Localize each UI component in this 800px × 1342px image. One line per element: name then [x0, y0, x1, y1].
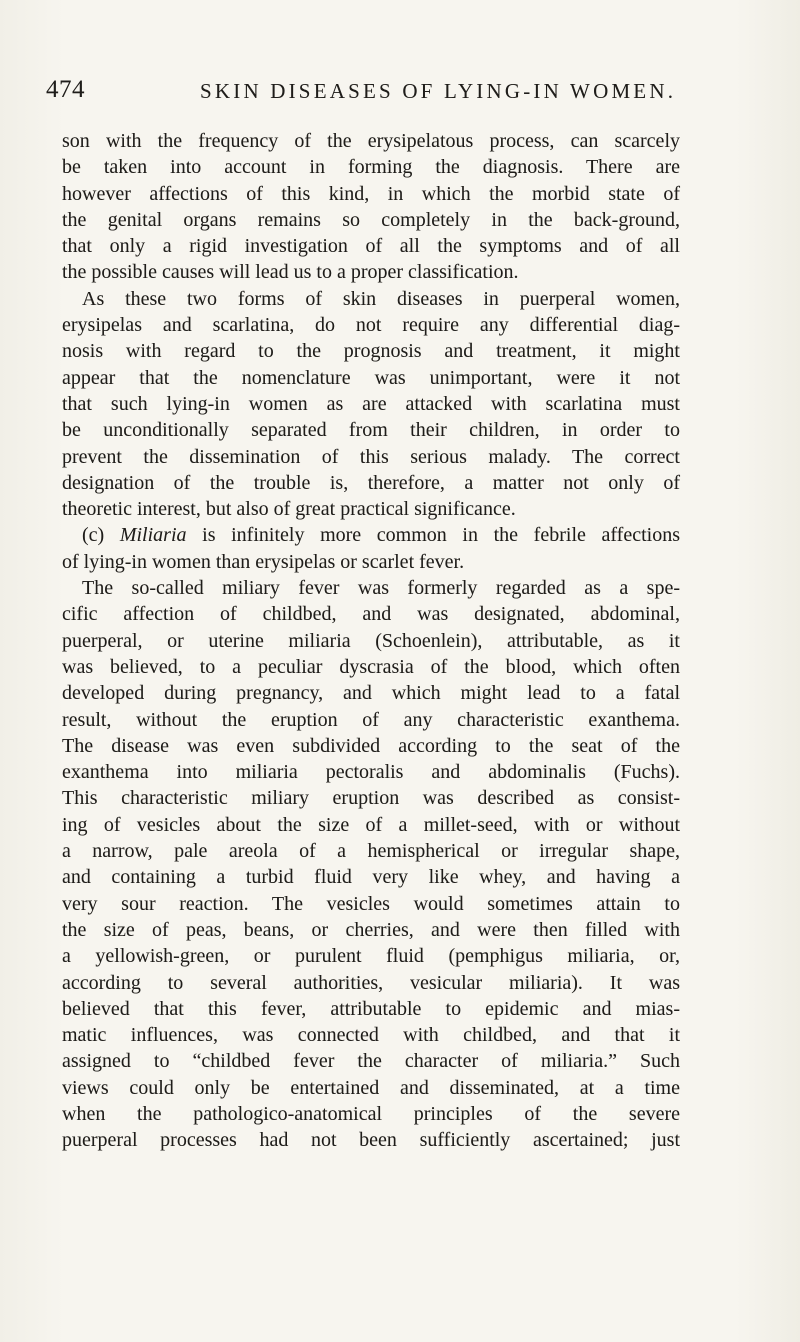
text-line: views could only be entertained and disseminated, at a time — [62, 1076, 680, 1099]
body-text — [62, 128, 680, 1154]
text-line: The disease was even subdivided according to the seat of the — [62, 734, 680, 757]
text-line: the possible causes will lead us to a proper classification. — [62, 261, 519, 284]
text-line: prevent the dissemination of this serious malady. The correct — [62, 445, 680, 468]
text-line: son with the frequency of the erysipelatous process, can scarcely — [62, 130, 680, 152]
text-line: a yellowish-green, or purulent fluid (pemphigus miliaria, or, — [62, 945, 680, 968]
text-line: theoretic interest, but also of great practical significance. — [62, 498, 516, 521]
text-line: developed during pregnancy, and which might lead to a fatal — [62, 682, 680, 705]
section-first-line-rest: is infinitely more common in the febrile affections — [186, 524, 680, 547]
text-line: the genital organs remains so completely in the back-ground, — [62, 208, 680, 231]
text-line: ing of vesicles about the size of a millet-seed, with or without — [62, 813, 680, 836]
text-line: cific affection of childbed, and was designated, abdominal, — [62, 603, 680, 626]
text-line: designation of the trouble is, therefore, a matter not only of — [62, 471, 680, 494]
text-line: be taken into account in forming the diagnosis. There are — [62, 156, 680, 179]
text-line: puerperal processes had not been sufficiently ascertained; just — [62, 1129, 680, 1152]
text-line: be unconditionally separated from their children, in order to — [62, 419, 680, 442]
text-line: matic influences, was connected with childbed, and that it — [62, 1024, 680, 1047]
text-line: The so-called miliary fever was formerly regarded as a spe- — [82, 577, 680, 600]
text-line: appear that the nomenclature was unimportant, were it not — [62, 366, 680, 389]
text-line: exanthema into miliaria pectoralis and abdominalis (Fuchs). — [62, 761, 680, 784]
text-line: puerperal, or uterine miliaria (Schoenlein), attributable, as it — [62, 629, 680, 652]
text-line: assigned to “childbed fever the character of miliaria.” Such — [62, 1050, 680, 1073]
text-line: the size of peas, beans, or cherries, and were then filled with — [62, 918, 680, 941]
text-line: nosis with regard to the prognosis and treatment, it might — [62, 340, 680, 363]
text-line: was believed, to a peculiar dyscrasia of the blood, which often — [62, 655, 680, 678]
text-line: believed that this fever, attributable to epidemic and mias- — [62, 997, 680, 1020]
text-line: according to several authorities, vesicular miliaria). It was — [62, 971, 680, 994]
text-line: that such lying-in women as are attacked with scarlatina must — [62, 392, 680, 415]
text-line: however affections of this kind, in which the morbid state of — [62, 182, 680, 205]
text-line: of lying-in women than erysipelas or scarlet fever. — [62, 550, 465, 573]
text-line: erysipelas and scarlatina, do not require any differential diag- — [62, 314, 680, 337]
text-line: result, without the eruption of any characteristic exanthema. — [62, 708, 680, 731]
section-marker: (c) — [82, 524, 120, 547]
text-line: when the pathologico-anatomical principles of the severe — [62, 1102, 680, 1125]
running-title: SKIN DISEASES OF LYING-IN WOMEN. — [200, 79, 677, 103]
miliaria-heading-line — [62, 522, 680, 548]
text-line: that only a rigid investigation of all the symptoms and of all — [62, 235, 680, 258]
page-header — [46, 76, 677, 112]
text-line: As these two forms of skin diseases in puerperal women, — [82, 287, 680, 310]
text-line: a narrow, pale areola of a hemispherical or irregular shape, — [62, 840, 680, 863]
text-line: This characteristic miliary eruption was described as consist- — [62, 787, 680, 810]
text-line: and containing a turbid fluid very like whey, and having a — [62, 866, 680, 889]
section-term: Miliaria — [119, 524, 187, 547]
page-number: 474 — [46, 76, 85, 103]
text-line: very sour reaction. The vesicles would sometimes attain to — [62, 892, 680, 915]
